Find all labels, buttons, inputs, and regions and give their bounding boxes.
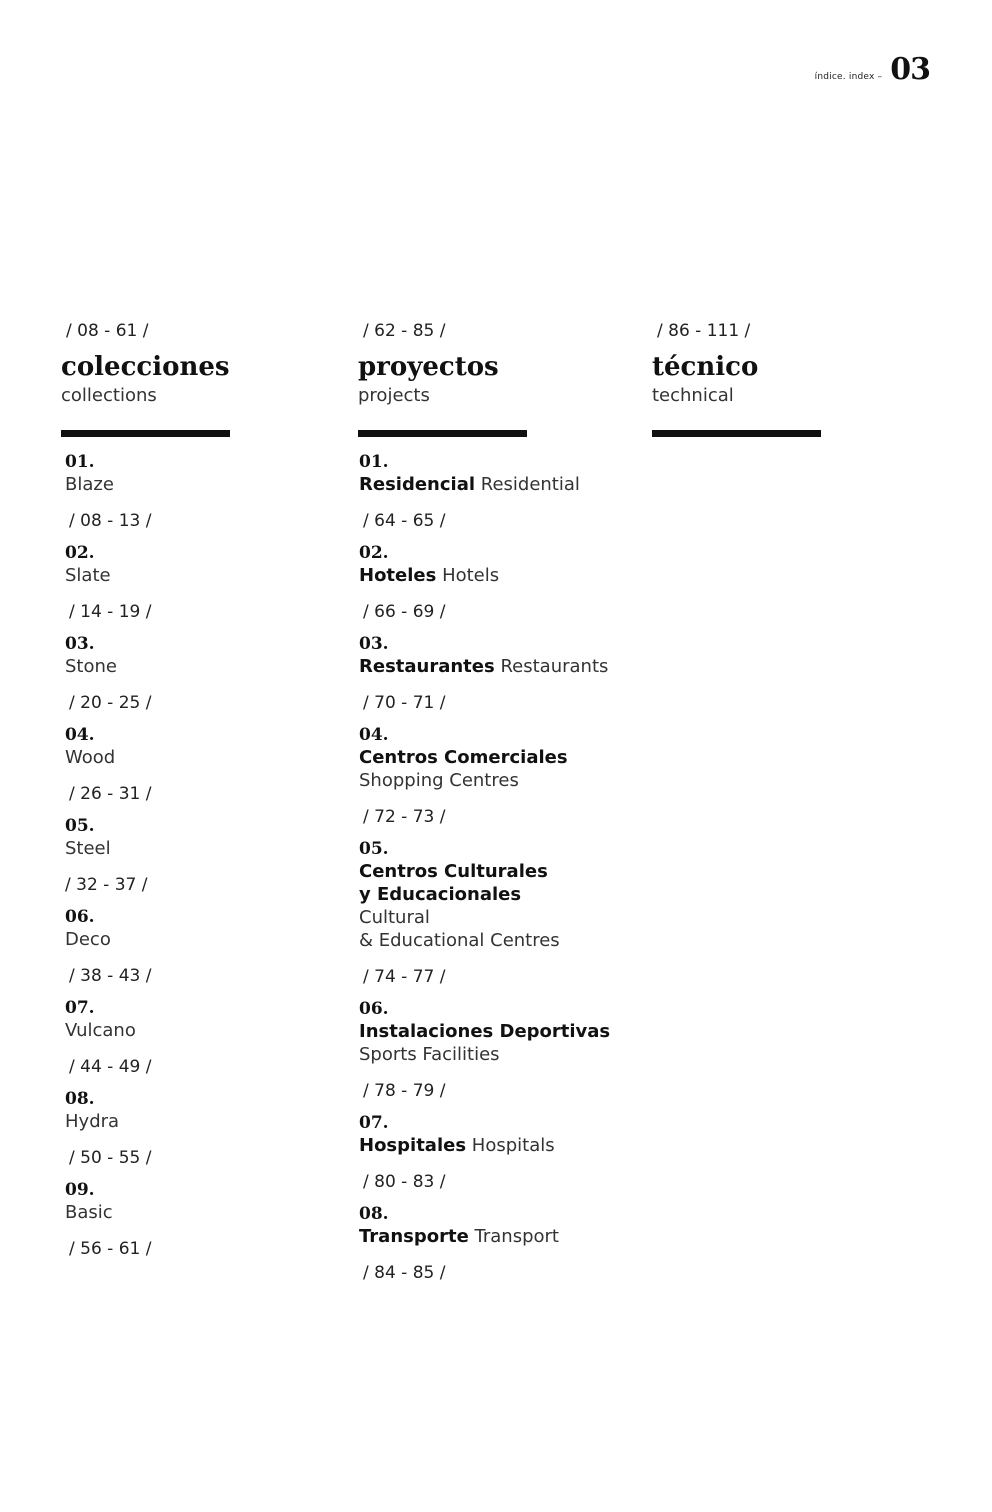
section-range: / 08 - 61 / xyxy=(66,321,149,341)
item-name: Steel xyxy=(65,838,111,859)
page-header xyxy=(815,52,930,87)
item-name: Hydra xyxy=(65,1111,120,1132)
item-number: 09. xyxy=(65,1180,95,1200)
item-name-es: Hospitales xyxy=(359,1135,467,1156)
item-number: 03. xyxy=(65,634,95,654)
item-name-es-line2: y Educacionales xyxy=(359,884,522,905)
item-pages: / 66 - 69 / xyxy=(363,602,446,622)
item-name-es: Transporte xyxy=(359,1226,469,1247)
section-proyectos xyxy=(358,318,638,1294)
item-name-en: Sports Facilities xyxy=(359,1044,500,1065)
item-name: Basic xyxy=(65,1202,113,1223)
item-name-en: Hospitals xyxy=(471,1135,555,1156)
item-name-en: Cultural xyxy=(359,907,430,928)
toc-item[interactable] xyxy=(65,724,341,805)
section-title: técnico xyxy=(652,352,759,382)
section-colecciones xyxy=(61,318,341,1270)
section-divider xyxy=(652,430,821,437)
item-name: Deco xyxy=(65,929,111,950)
item-name-es: Centros Culturales xyxy=(359,861,548,882)
toc-item[interactable] xyxy=(65,997,341,1078)
item-number: 07. xyxy=(359,1113,389,1133)
item-number: 08. xyxy=(65,1089,95,1109)
item-name-en: Residential xyxy=(480,474,580,495)
item-number: 05. xyxy=(65,816,95,836)
item-name-es: Hoteles xyxy=(359,565,437,586)
item-pages: / 74 - 77 / xyxy=(363,967,446,987)
item-name: Wood xyxy=(65,747,116,768)
section-subtitle: collections xyxy=(61,385,157,406)
toc-item[interactable] xyxy=(65,542,341,623)
toc-item[interactable] xyxy=(65,451,341,532)
item-pages: / 80 - 83 / xyxy=(363,1172,446,1192)
section-subtitle: technical xyxy=(652,385,734,406)
item-pages: / 08 - 13 / xyxy=(69,511,152,531)
toc-item[interactable] xyxy=(359,451,638,532)
item-number: 02. xyxy=(65,543,95,563)
toc-item[interactable] xyxy=(359,838,638,988)
section-divider xyxy=(358,430,527,437)
item-name-es: Restaurantes xyxy=(359,656,495,677)
item-name-en: Shopping Centres xyxy=(359,770,519,791)
item-pages: / 50 - 55 / xyxy=(69,1148,152,1168)
section-range: / 62 - 85 / xyxy=(363,321,446,341)
header-label: índice. index – xyxy=(814,72,883,82)
toc-item[interactable] xyxy=(65,633,341,714)
toc-item[interactable] xyxy=(65,1179,341,1260)
item-name: Stone xyxy=(65,656,117,677)
item-number: 02. xyxy=(359,543,389,563)
item-number: 04. xyxy=(359,725,389,745)
toc-item[interactable] xyxy=(65,906,341,987)
item-name xyxy=(359,1134,638,1157)
page-number: 03 xyxy=(890,52,930,87)
item-number: 04. xyxy=(65,725,95,745)
item-name xyxy=(359,564,638,587)
item-number: 06. xyxy=(65,907,95,927)
item-name-en-line2: & Educational Centres xyxy=(359,930,560,951)
section-range: / 86 - 111 / xyxy=(657,321,751,341)
toc-item[interactable] xyxy=(359,1112,638,1193)
toc-item[interactable] xyxy=(359,542,638,623)
item-name-es: Instalaciones Deportivas xyxy=(359,1021,611,1042)
item-number: 05. xyxy=(359,839,389,859)
toc-item[interactable] xyxy=(359,998,638,1102)
section-tecnico xyxy=(652,318,932,437)
item-number: 06. xyxy=(359,999,389,1019)
toc-list xyxy=(358,451,638,1284)
section-subtitle: projects xyxy=(358,385,430,406)
item-name-en: Hotels xyxy=(442,565,500,586)
item-pages: / 78 - 79 / xyxy=(363,1081,446,1101)
toc-item[interactable] xyxy=(359,633,638,714)
item-number: 01. xyxy=(65,452,95,472)
item-name: Slate xyxy=(65,565,111,586)
section-divider xyxy=(61,430,230,437)
section-title: proyectos xyxy=(358,352,499,382)
item-pages: / 84 - 85 / xyxy=(363,1263,446,1283)
toc-list xyxy=(61,451,341,1260)
item-name-en: Transport xyxy=(474,1226,559,1247)
item-pages: / 64 - 65 / xyxy=(363,511,446,531)
item-name-en: Restaurants xyxy=(500,656,609,677)
item-pages: / 38 - 43 / xyxy=(69,966,152,986)
item-pages: / 56 - 61 / xyxy=(69,1239,152,1259)
section-title: colecciones xyxy=(61,352,230,382)
item-number: 07. xyxy=(65,998,95,1018)
item-pages: / 70 - 71 / xyxy=(363,693,446,713)
item-pages: / 26 - 31 / xyxy=(69,784,152,804)
toc-item[interactable] xyxy=(65,815,341,896)
item-name xyxy=(359,655,638,678)
item-number: 03. xyxy=(359,634,389,654)
item-pages: / 32 - 37 / xyxy=(65,875,148,895)
item-name-es: Residencial xyxy=(359,474,476,495)
item-pages: / 72 - 73 / xyxy=(363,807,446,827)
item-name xyxy=(359,473,638,496)
toc-item[interactable] xyxy=(359,724,638,828)
item-number: 01. xyxy=(359,452,389,472)
item-pages: / 44 - 49 / xyxy=(69,1057,152,1077)
item-name: Blaze xyxy=(65,474,114,495)
item-name xyxy=(359,1225,638,1248)
toc-item[interactable] xyxy=(65,1088,341,1169)
toc-item[interactable] xyxy=(359,1203,638,1284)
item-name-es: Centros Comerciales xyxy=(359,747,568,768)
item-name: Vulcano xyxy=(65,1020,136,1041)
item-pages: / 14 - 19 / xyxy=(69,602,152,622)
item-pages: / 20 - 25 / xyxy=(69,693,152,713)
item-number: 08. xyxy=(359,1204,389,1224)
